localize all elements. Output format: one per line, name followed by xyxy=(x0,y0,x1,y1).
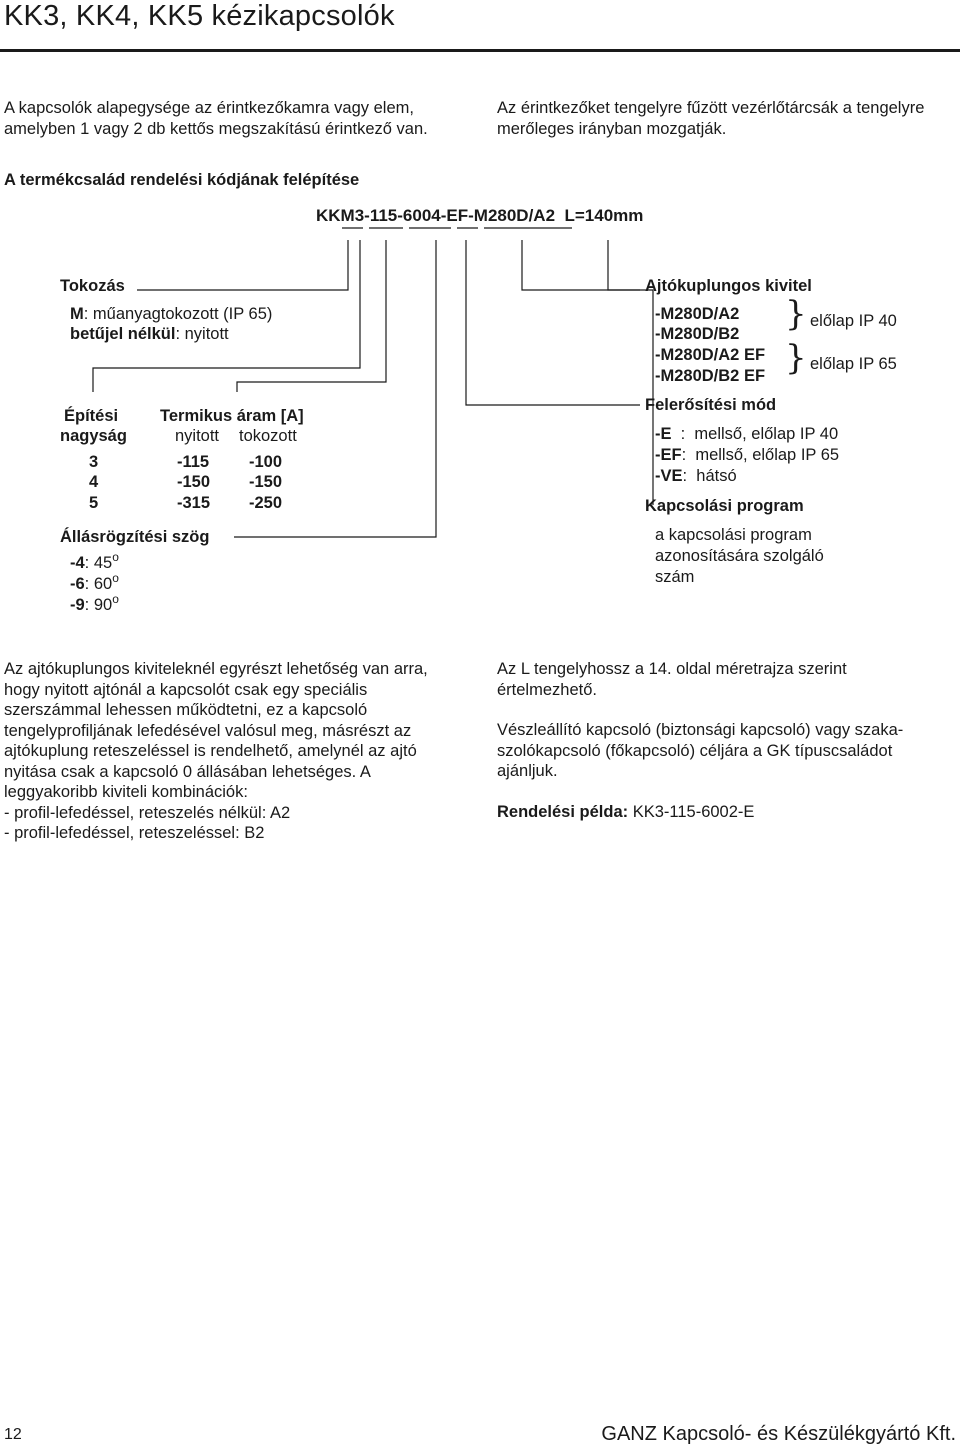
program-line: a kapcsolási program xyxy=(655,526,812,544)
mounting-item xyxy=(655,445,839,466)
leader-door xyxy=(522,240,640,290)
section-heading: A termékcsalád rendelési kódjának felépítése xyxy=(4,171,360,189)
body-left-line: szerszámmal lehessen működtetni, ez a kapcsoló xyxy=(4,701,368,719)
body-right-line: értelmezhető. xyxy=(497,680,597,699)
program-heading: Kapcsolási program xyxy=(645,497,804,515)
order-code: KKM3-115-6004-EF-M280D/A2 L=140mm xyxy=(316,206,644,225)
size-cell: 3 xyxy=(89,453,99,471)
mounting-code: -EF xyxy=(655,446,682,464)
mounting-text: : mellső, előlap IP 40 xyxy=(671,425,839,443)
angle-heading: Állásrögzítési szög xyxy=(60,528,210,546)
body-left-line: - profil-lefedéssel, reteszelés nélkül: A2 xyxy=(4,803,291,822)
angle-value: : 60 xyxy=(84,575,113,593)
size-sub-closed: tokozott xyxy=(239,427,297,445)
tokozas-heading: Tokozás xyxy=(60,277,125,295)
tokozas-m-line xyxy=(70,304,272,325)
leader-mounting xyxy=(466,240,640,405)
size-header-1b: nagyság xyxy=(60,427,127,445)
intro-right-line: merőleges irányban mozgatják. xyxy=(497,119,727,138)
size-header-2: Termikus áram [A] xyxy=(160,407,304,425)
order-example xyxy=(497,802,754,823)
body-right-1 xyxy=(497,659,958,700)
door-heading: Ajtókuplungos kivitel xyxy=(645,277,812,295)
mounting-text: : mellső, előlap IP 65 xyxy=(681,446,840,464)
body-left-line: Az ajtókuplungos kiviteleknél egyrészt lehetőség van arra, xyxy=(4,660,428,678)
body-right-line: Vészleállító kapcsoló (biztonsági kapcsoló) vagy szaka- xyxy=(497,721,904,739)
angle-code: -9 xyxy=(70,596,85,614)
open-cell: -115 xyxy=(177,453,210,471)
angle-item xyxy=(70,592,119,617)
program-line: szám xyxy=(655,568,695,586)
body-right-line: ajánljuk. xyxy=(497,762,558,780)
page-number: 12 xyxy=(4,1426,22,1443)
intro-right-line: Az érintkezőket tengelyre fűzött vezérlőtárcsák a tengelyre xyxy=(497,99,925,117)
tokozas-nelkul-line xyxy=(70,324,229,345)
closed-cell: -250 xyxy=(249,494,283,512)
tokozas-m-text: : műanyagtokozott (IP 65) xyxy=(83,305,273,323)
body-left-line: hogy nyitott ajtónál a kapcsolót csak egy speciális xyxy=(4,680,368,699)
mounting-item xyxy=(655,466,737,487)
body-left-line: nyitása csak a kapcsoló 0 állásában lehetséges. A xyxy=(4,762,371,781)
size-cell: 5 xyxy=(89,494,99,512)
leader-tokozas xyxy=(137,240,348,290)
program-line: azonosítására szolgáló xyxy=(655,547,824,565)
order-example-value: KK3-115-6002-E xyxy=(628,803,755,821)
body-left xyxy=(4,659,464,844)
closed-cell: -100 xyxy=(249,453,283,471)
degree-sign: o xyxy=(112,592,119,606)
size-sub-open: nyitott xyxy=(175,427,220,445)
body-left-line: ajtókuplung reteszeléssel is rendelhető, amelynél az ajtó xyxy=(4,742,417,760)
intro-left-line: A kapcsolók alapegysége az érintkezőkamra vagy elem, xyxy=(4,99,414,117)
body-left-line: tengelyprofiljának lefedésével valósul meg, másrészt az xyxy=(4,721,412,740)
tokozas-nelkul-key: betűjel nélkül xyxy=(70,325,176,343)
size-header-1a: Építési xyxy=(64,407,119,425)
closed-cell: -150 xyxy=(249,473,283,491)
mounting-code: -E xyxy=(655,425,672,443)
door-item: -M280D/A2 EF xyxy=(655,346,766,364)
size-cell: 4 xyxy=(89,473,99,491)
angle-code: -6 xyxy=(70,575,85,593)
mounting-text: : hátsó xyxy=(682,467,737,485)
mounting-code: -VE xyxy=(655,467,683,485)
open-cell: -150 xyxy=(177,473,211,491)
order-example-label: Rendelési példa: xyxy=(497,803,629,821)
angle-value: : 45 xyxy=(84,554,113,572)
intro-left-line: amelyben 1 vagy 2 db kettős megszakítású érintkező van. xyxy=(4,119,428,138)
angle-code: -4 xyxy=(70,554,85,572)
brace-label-ip65: előlap IP 65 xyxy=(810,355,897,373)
angle-value: : 90 xyxy=(84,596,113,614)
tokozas-m-key: M xyxy=(70,305,84,323)
brace-icon: } xyxy=(785,338,807,378)
door-item: -M280D/A2 xyxy=(655,305,740,323)
body-right-2 xyxy=(497,720,958,782)
footer-company: GANZ Kapcsoló- és Készülékgyártó Kft. xyxy=(601,1423,956,1445)
brace-icon: } xyxy=(785,294,807,334)
page-title: KK3, KK4, KK5 kézikapcsolók xyxy=(4,0,395,32)
body-left-line: - profil-lefedéssel, reteszeléssel: B2 xyxy=(4,824,265,842)
degree-sign: o xyxy=(112,571,119,585)
door-item: -M280D/B2 EF xyxy=(655,367,766,385)
body-right-line: Az L tengelyhossz a 14. oldal méretrajza szerint xyxy=(497,660,847,678)
open-cell: -315 xyxy=(177,494,211,512)
body-right-line: szolókapcsoló (főkapcsoló) céljára a GK típuscsaládot xyxy=(497,741,893,760)
brace-label-ip40: előlap IP 40 xyxy=(810,312,897,330)
body-left-line: leggyakoribb kiviteli kombinációk: xyxy=(4,783,248,801)
mounting-item xyxy=(655,424,838,445)
degree-sign: o xyxy=(112,550,119,564)
door-item: -M280D/B2 xyxy=(655,325,740,343)
tokozas-nelkul-text: : nyitott xyxy=(175,325,229,343)
mounting-heading: Felerősítési mód xyxy=(645,396,777,414)
